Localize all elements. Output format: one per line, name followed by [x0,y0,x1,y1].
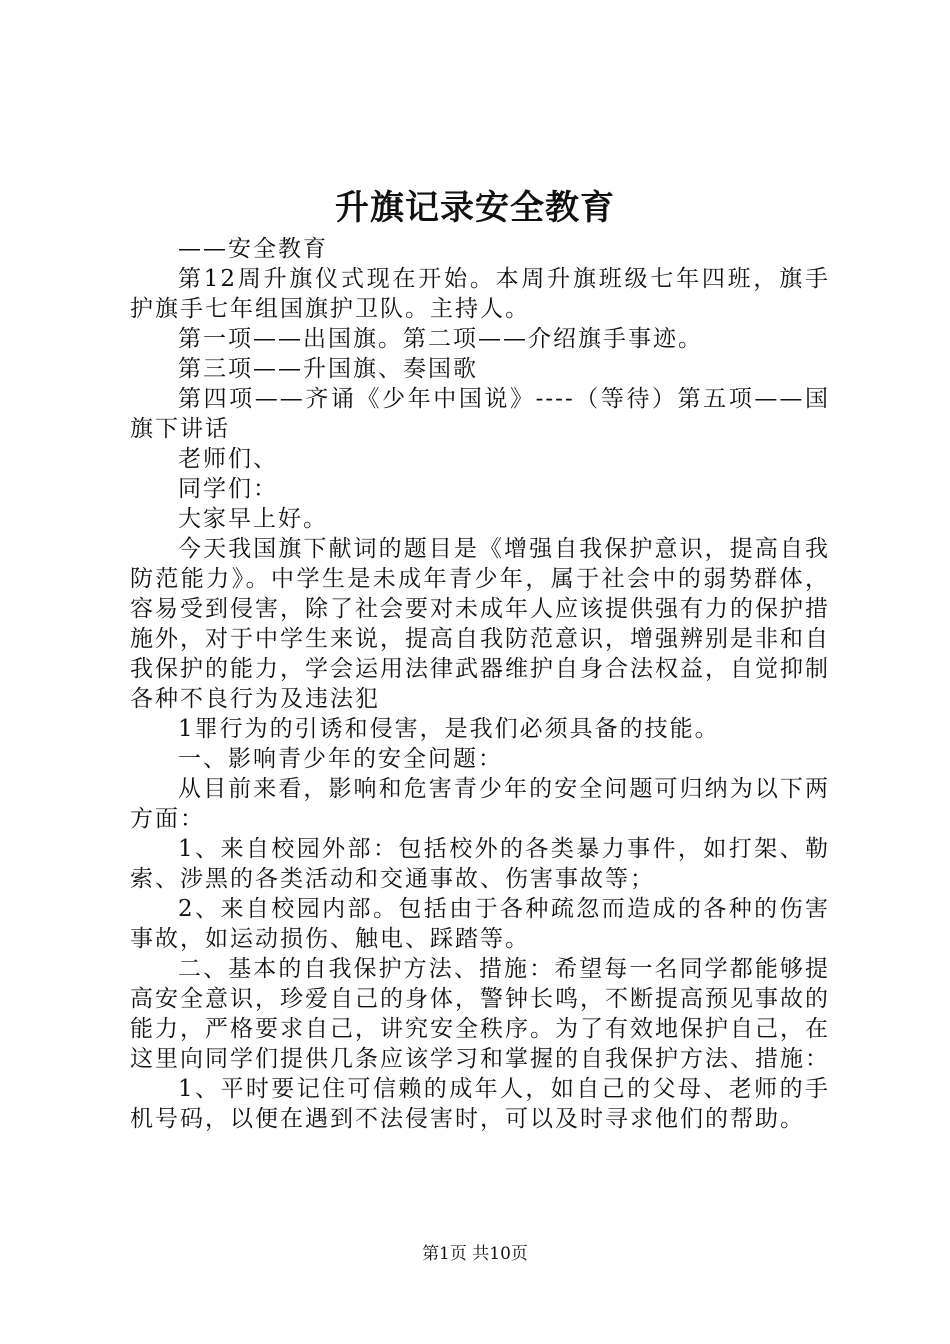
paragraph-section-two: 二、基本的自我保护方法、措施：希望每一名同学都能够提高安全意识，珍爱自己的身体，警钟长鸣，不断提高预见事故的能力，严格要求自己，讲究安全秩序。为了有效地保护自己，在这里向同学们提供几条应该学习和掌握的自我保护方法、措施： [130,956,830,1072]
paragraph-greeting-students: 同学们： [178,476,278,502]
paragraph-section-one-heading: 一、影响青少年的安全问题： [178,746,503,772]
paragraph-speech-topic: 今天我国旗下献词的题目是《增强自我保护意识，提高自我防范能力》。中学生是未成年青少年，属于社会中的弱势群体，容易受到侵害，除了社会要对未成年人应该提供强有力的保护措施外，对于中学生来说，提高自我防范意识，增强辨别是非和自我保护的能力，学会运用法律武器维护自身合法权益，自觉抑制各种不良行为及违法犯 [130,536,830,712]
paragraph-method-one: 1、平时要记住可信赖的成年人，如自己的父母、老师的手机号码，以便在遇到不法侵害时，可以及时寻求他们的帮助。 [130,1076,830,1132]
paragraph-subtitle: ——安全教育 [178,236,328,262]
paragraph-items-four-five: 第四项——齐诵《少年中国说》----（等待）第五项——国旗下讲话 [130,386,830,442]
document-title: 升旗记录安全教育 [335,188,615,228]
paragraph-ceremony-start: 第12周升旗仪式现在开始。本周升旗班级七年四班，旗手护旗手七年组国旗护卫队。主持人。 [130,266,830,322]
paragraph-section-one-intro: 从目前来看，影响和危害青少年的安全问题可归纳为以下两方面： [130,776,830,832]
paragraph-inside-campus: 2、来自校园内部。包括由于各种疏忽而造成的各种的伤害事故，如运动损伤、触电、踩踏等。 [130,896,830,952]
paragraph-speech-continued: 1罪行为的引诱和侵害，是我们必须具备的技能。 [178,716,720,742]
paragraph-item-three: 第三项——升国旗、奏国歌 [178,356,478,382]
paragraph-outside-campus: 1、来自校园外部：包括校外的各类暴力事件，如打架、勒索、涉黑的各类活动和交通事故、伤害事故等； [130,836,830,892]
paragraph-good-morning: 大家早上好。 [178,506,328,532]
paragraph-items-one-two: 第一项——出国旗。第二项——介绍旗手事迹。 [178,326,703,352]
paragraph-greeting-teachers: 老师们、 [178,446,278,472]
document-body [130,234,830,1134]
page-number-footer: 第1页 共10页 [422,1244,528,1264]
